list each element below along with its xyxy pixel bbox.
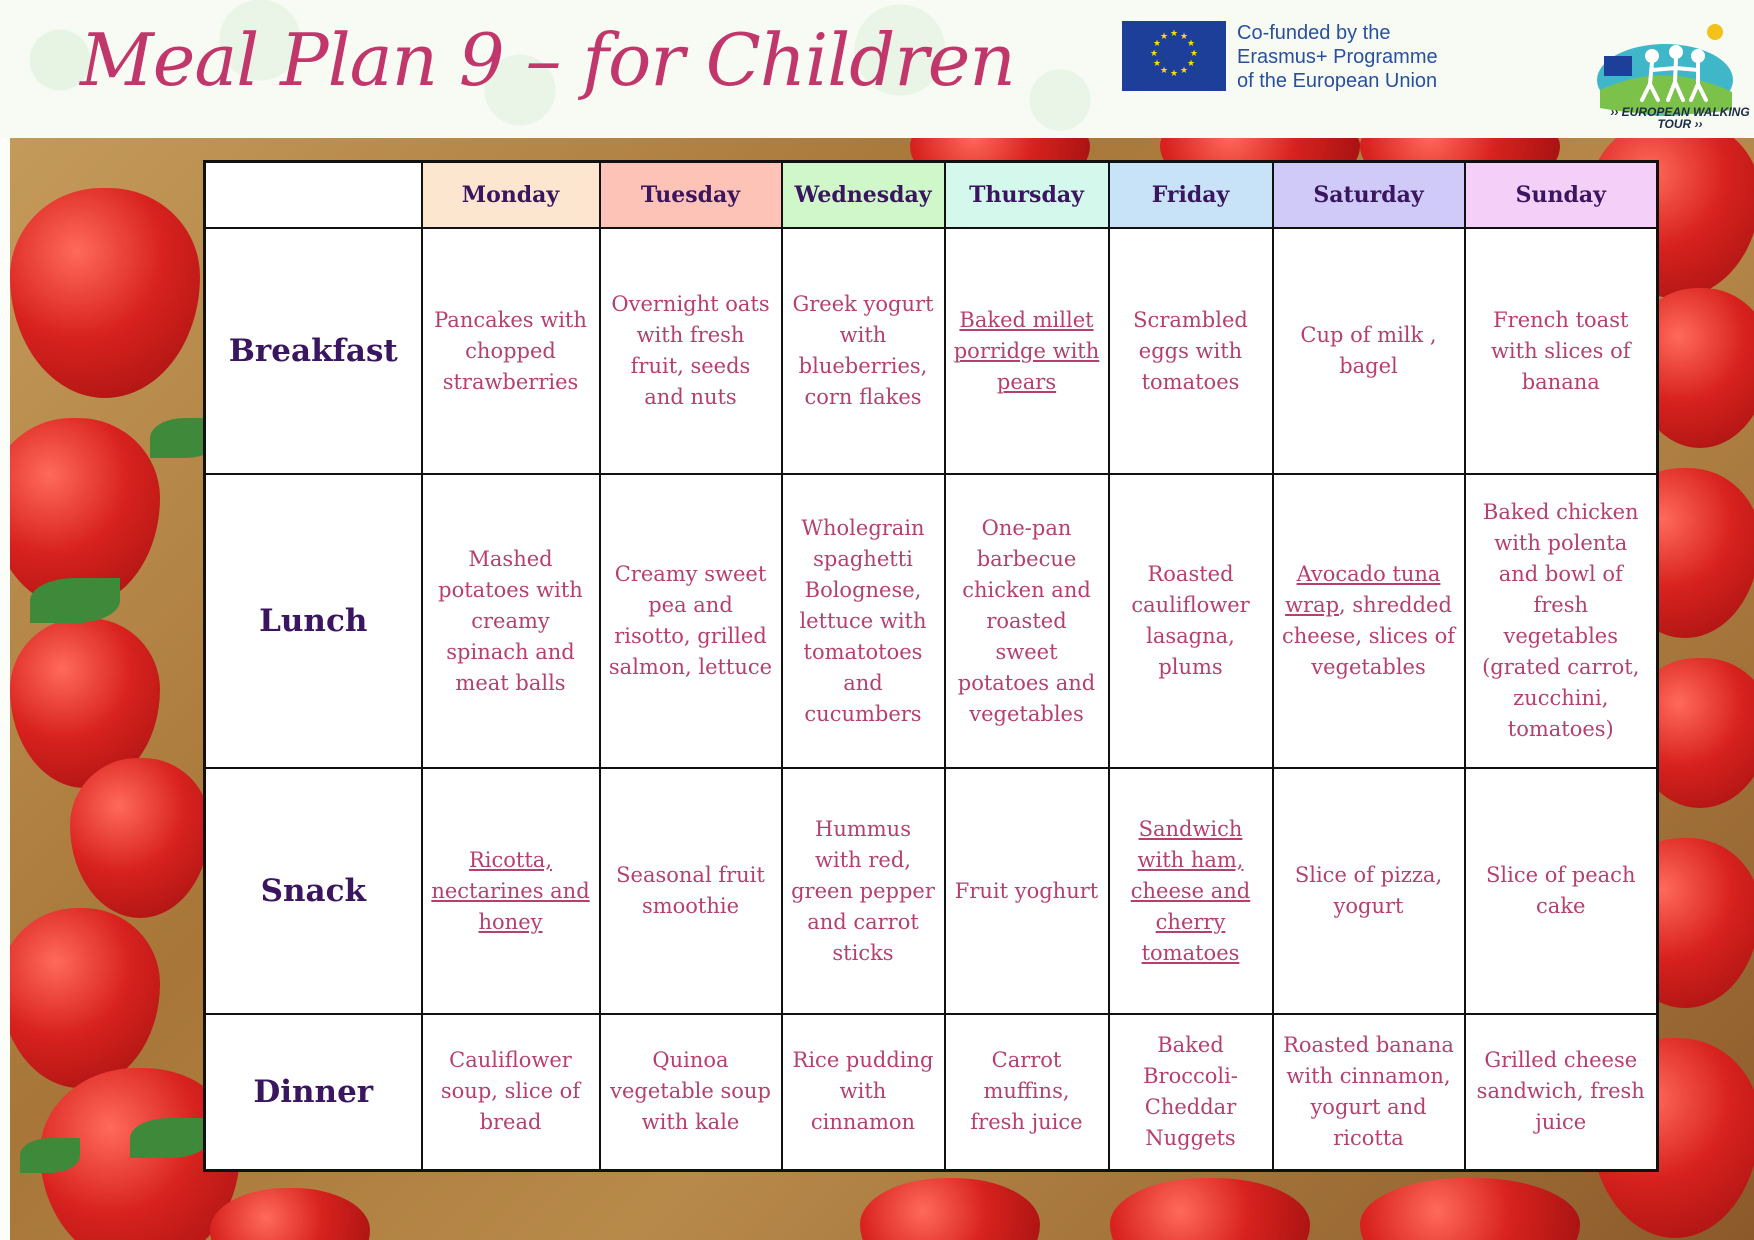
- meal-cell: [945, 1014, 1109, 1170]
- meal-cell: [600, 768, 782, 1014]
- meal-cell: [1273, 768, 1465, 1014]
- meal-text: French toast with slices of banana: [1490, 307, 1631, 394]
- recipe-link[interactable]: Baked millet porridge with pears: [953, 307, 1100, 394]
- meal-cell: [422, 768, 600, 1014]
- meal-text: Scrambled eggs with tomatoes: [1133, 307, 1248, 394]
- meal-cell: [1465, 768, 1658, 1014]
- day-header-monday: Monday: [422, 162, 600, 229]
- eu-text-line: Co-funded by the: [1237, 22, 1391, 44]
- meal-cell: [782, 474, 945, 768]
- recipe-link[interactable]: Avocado tuna wrap: [1285, 562, 1441, 617]
- eu-stars-icon: [1122, 21, 1226, 91]
- svg-text:★: ★: [1159, 32, 1169, 42]
- meal-label-snack: Snack: [205, 768, 422, 1014]
- meal-text: Roasted cauliflower lasagna, plums: [1131, 562, 1250, 679]
- meal-cell: [945, 768, 1109, 1014]
- meal-cell: [1109, 1014, 1273, 1170]
- meal-text: Baked Broccoli-Cheddar Nuggets: [1143, 1032, 1238, 1150]
- meal-text: , shredded cheese, slices of vegetables: [1282, 593, 1455, 679]
- svg-text:★: ★: [1186, 59, 1196, 69]
- meal-row-snack: [205, 768, 1658, 1014]
- page-header: [0, 0, 1754, 138]
- meal-cell: [782, 1014, 945, 1170]
- meal-cell: [422, 1014, 600, 1170]
- meal-cell: [1109, 474, 1273, 768]
- svg-text:★: ★: [1179, 66, 1189, 76]
- meal-cell: [1465, 474, 1658, 768]
- meal-row-lunch: [205, 474, 1658, 768]
- eu-funding-text: [1237, 21, 1467, 93]
- meal-text: Baked chicken with polenta and bowl of fresh vegetables (grated carrot, zucchini, tomatoes): [1482, 500, 1640, 741]
- meal-text: Rice pudding with cinnamon: [792, 1048, 934, 1135]
- svg-text:★: ★: [1159, 66, 1169, 76]
- meal-cell: [1465, 228, 1658, 474]
- page-title: Meal Plan 9 – for Children: [80, 18, 1015, 102]
- svg-text:★: ★: [1169, 29, 1179, 39]
- partner-logo-text: ›› EUROPEAN WALKING TOUR ››: [1610, 105, 1750, 131]
- meal-plan-table: [203, 160, 1659, 1172]
- meal-text: Mashed potatoes with creamy spinach and meat balls: [438, 546, 583, 695]
- meal-row-dinner: [205, 1014, 1658, 1170]
- day-header-sunday: Sunday: [1465, 162, 1658, 229]
- meal-text: Seasonal fruit smoothie: [616, 863, 765, 918]
- meal-text: Roasted banana with cinnamon, yogurt and ricotta: [1283, 1032, 1454, 1150]
- corner-cell: [205, 162, 422, 229]
- eu-text-line: Erasmus+ Programme: [1237, 46, 1438, 68]
- meal-cell: [782, 228, 945, 474]
- meal-text: Carrot muffins, fresh juice: [970, 1048, 1083, 1135]
- meal-text: Overnight oats with fresh fruit, seeds and nuts: [611, 292, 770, 409]
- meal-cell: [422, 228, 600, 474]
- svg-text:★: ★: [1149, 49, 1159, 59]
- svg-text:★: ★: [1152, 59, 1162, 69]
- meal-cell: [1273, 228, 1465, 474]
- meal-text: Slice of pizza, yogurt: [1294, 863, 1443, 918]
- meal-text: Greek yogurt with blueberries, corn flakes: [792, 292, 934, 409]
- day-header-thursday: Thursday: [945, 162, 1109, 229]
- day-header-tuesday: Tuesday: [600, 162, 782, 229]
- svg-text:★: ★: [1179, 32, 1189, 42]
- eu-flag-logo: [1122, 21, 1226, 91]
- svg-text:★: ★: [1169, 69, 1179, 79]
- meal-cell: [422, 474, 600, 768]
- meal-cell: [1273, 474, 1465, 768]
- meal-text: Cup of milk , bagel: [1300, 323, 1437, 378]
- meal-text: Cauliflower soup, slice of bread: [440, 1048, 581, 1135]
- table-header-row: [205, 162, 1658, 229]
- meal-cell: [1465, 1014, 1658, 1170]
- meal-cell: [600, 1014, 782, 1170]
- meal-text: One-pan barbecue chicken and roasted sweet potatoes and vegetables: [957, 515, 1096, 726]
- meal-row-breakfast: [205, 228, 1658, 474]
- meal-text: Creamy sweet pea and risotto, grilled salmon, lettuce: [608, 562, 773, 679]
- meal-cell: [782, 768, 945, 1014]
- day-header-friday: Friday: [1109, 162, 1273, 229]
- meal-text: Quinoa vegetable soup with kale: [610, 1048, 771, 1135]
- meal-cell: [1109, 228, 1273, 474]
- meal-cell: [600, 474, 782, 768]
- meal-text: Fruit yoghurt: [954, 878, 1099, 903]
- day-header-saturday: Saturday: [1273, 162, 1465, 229]
- recipe-link[interactable]: Sandwich with ham, cheese and cherry tomatoes: [1130, 816, 1251, 965]
- meal-label-dinner: Dinner: [205, 1014, 422, 1170]
- recipe-link[interactable]: Ricotta, nectarines and honey: [431, 847, 590, 934]
- meal-text: Hummus with red, green pepper and carrot sticks: [791, 816, 935, 965]
- meal-cell: [600, 228, 782, 474]
- meal-cell: [1109, 768, 1273, 1014]
- meal-text: Pancakes with chopped strawberries: [434, 307, 587, 394]
- svg-text:★: ★: [1186, 39, 1196, 49]
- eu-text-line: of the European Union: [1237, 70, 1438, 92]
- day-header-wednesday: Wednesday: [782, 162, 945, 229]
- meal-text: Wholegrain spaghetti Bolognese, lettuce with tomatotoes and cucumbers: [799, 515, 927, 726]
- meal-text: Grilled cheese sandwich, fresh juice: [1476, 1048, 1645, 1135]
- svg-text:★: ★: [1152, 39, 1162, 49]
- meal-text: Slice of peach cake: [1486, 863, 1636, 918]
- meal-label-breakfast: Breakfast: [205, 228, 422, 474]
- svg-text:★: ★: [1189, 49, 1199, 59]
- meal-cell: [945, 474, 1109, 768]
- meal-cell: [1273, 1014, 1465, 1170]
- meal-label-lunch: Lunch: [205, 474, 422, 768]
- meal-cell: [945, 228, 1109, 474]
